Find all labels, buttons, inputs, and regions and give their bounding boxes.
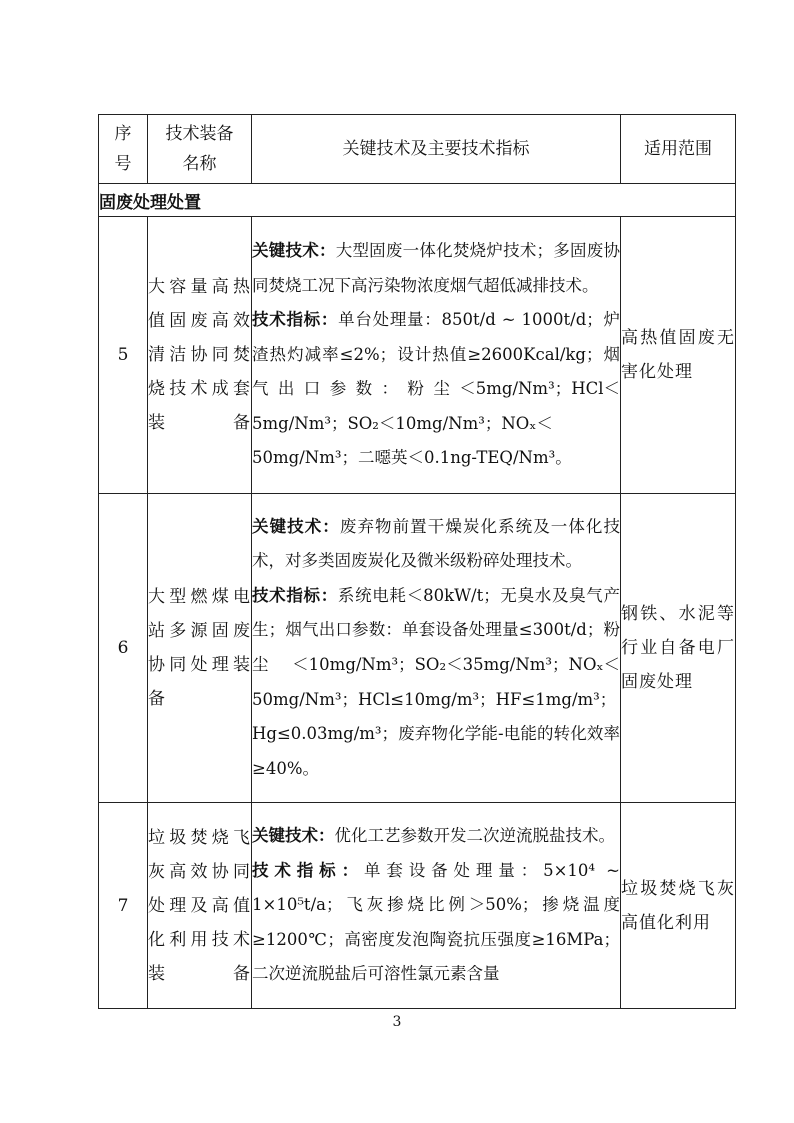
row-scope: 垃圾焚烧飞灰高值化利用 — [621, 803, 736, 1009]
row-index: 5 — [99, 217, 148, 494]
table-row — [99, 803, 736, 1009]
indicator-text: 单台处理量：850t/d ~ 1000t/d；炉渣热灼减率≤2%；设计热值≥2600Kcal/kg；烟气出口参数：粉尘＜5mg/Nm³；HCl＜5mg/Nm³；SO₂＜10mg/Nm³；NOₓ＜50mg/Nm³；二噁英＜0.1ng-TEQ/Nm³。 — [252, 310, 620, 468]
row-equipment-name: 大型燃煤电站多源固废协同处理装备 — [148, 494, 252, 803]
header-scope: 适用范围 — [621, 115, 736, 184]
section-row — [99, 184, 736, 217]
indicator-label: 技术指标： — [252, 860, 364, 880]
row-equipment-name: 大容量高热值固废高效清洁协同焚烧技术成套装备 — [148, 217, 252, 494]
section-title: 固废处理处置 — [99, 184, 736, 217]
page-number: 3 — [392, 1014, 402, 1030]
row-content — [252, 217, 621, 494]
table-row — [99, 217, 736, 494]
row-content — [252, 494, 621, 803]
table-row — [99, 494, 736, 803]
key-tech-label: 关键技术： — [252, 516, 340, 536]
row-scope: 高热值固废无害化处理 — [621, 217, 736, 494]
key-tech-label: 关键技术： — [252, 240, 336, 260]
row-scope: 钢铁、水泥等行业自备电厂固废处理 — [621, 494, 736, 803]
header-content: 关键技术及主要技术指标 — [252, 115, 621, 184]
header-index: 序号 — [99, 115, 148, 184]
technology-equipment-table — [98, 114, 736, 1009]
header-name: 技术装备名称 — [148, 115, 252, 184]
indicator-label: 技术指标： — [252, 585, 338, 605]
row-equipment-name: 垃圾焚烧飞灰高效协同处理及高值化利用技术装备 — [148, 803, 252, 1009]
key-tech-text: 废弃物前置干燥炭化系统及一体化技术，对多类固废炭化及微米级粉碎处理技术。 — [252, 516, 620, 571]
indicator-text: 系统电耗＜80kW/t；无臭水及臭气产生；烟气出口参数：单套设备处理量≤300t/d；粉尘＜10mg/Nm³；SO₂＜35mg/Nm³；NOₓ＜50mg/Nm³；HCl≤10mg/m³；HF≤1mg/m³；Hg≤0.03mg/m³；废弃物化学能-电能的转化效率≥40%。 — [252, 585, 620, 778]
row-index: 6 — [99, 494, 148, 803]
table-header-row — [99, 115, 736, 184]
indicator-text: 单套设备处理量：5×10⁴ ~ 1×10⁵t/a；飞灰掺烧比例＞50%；掺烧温度≥1200℃；高密度发泡陶瓷抗压强度≥16MPa；二次逆流脱盐后可溶性氯元素含量 — [252, 860, 620, 984]
key-tech-text: 优化工艺参数开发二次逆流脱盐技术。 — [334, 826, 615, 846]
key-tech-label: 关键技术： — [252, 826, 335, 846]
row-content — [252, 803, 621, 1009]
row-index: 7 — [99, 803, 148, 1009]
indicator-label: 技术指标： — [252, 310, 339, 330]
key-tech-text: 大型固废一体化焚烧炉技术；多固废协同焚烧工况下高污染物浓度烟气超低减排技术。 — [252, 240, 621, 295]
